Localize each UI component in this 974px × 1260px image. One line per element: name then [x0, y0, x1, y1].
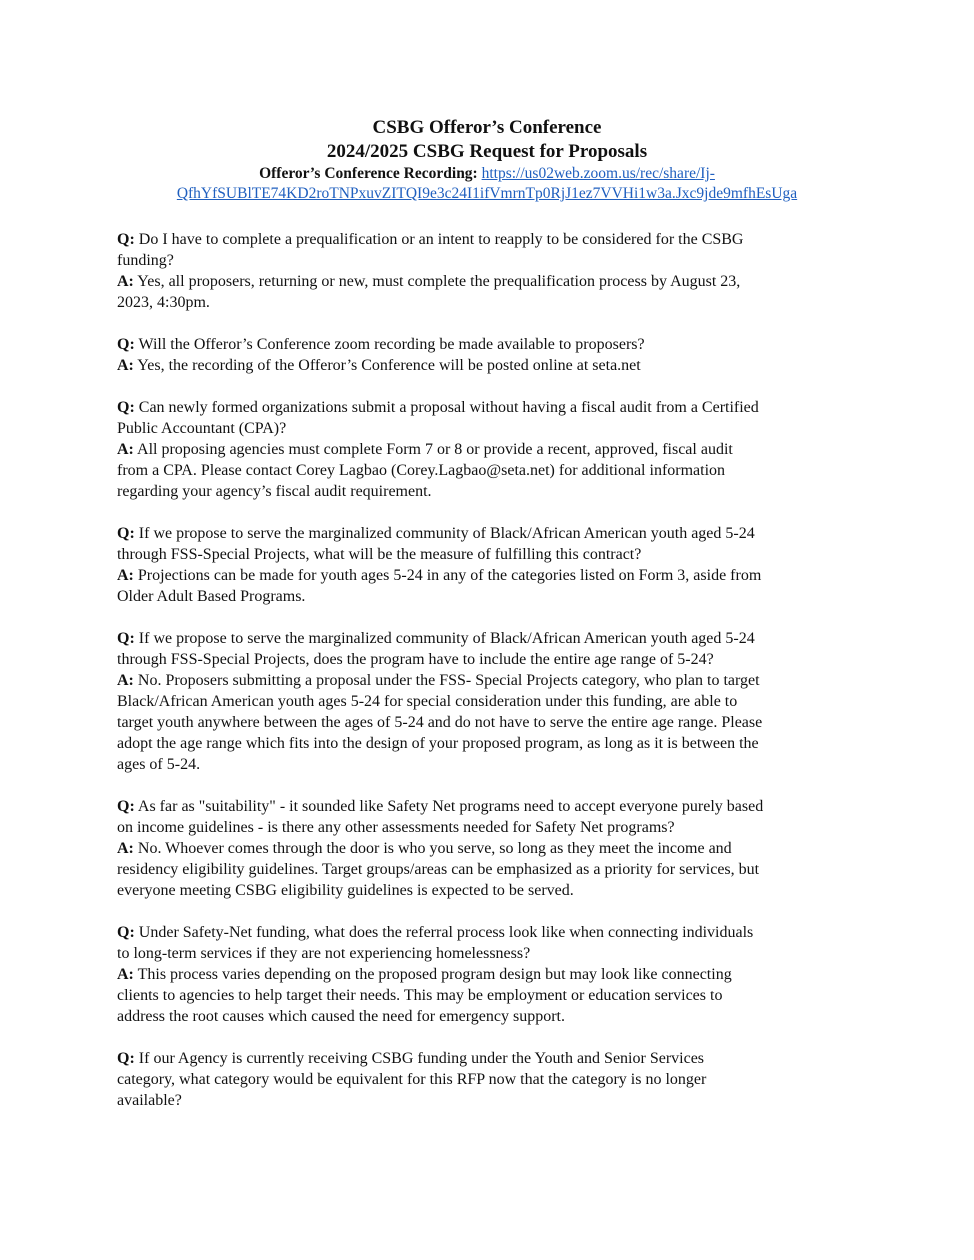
recording-label: Offeror’s Conference Recording: — [259, 165, 478, 182]
recording-link-continued[interactable]: QfhYfSUBlTE74KD2roTNPxuvZITQI9e3c24I1ifVmrnTp0RjJ1ez7VVHi1w3a.Jxc9jde9mfhEsUga — [176, 185, 798, 202]
answer-text: regarding your agency’s fiscal audit requirement. — [117, 483, 432, 500]
answer-text: Older Adult Based Programs. — [117, 588, 306, 605]
answer-line — [117, 880, 862, 901]
question-line — [117, 334, 862, 355]
answer-line — [117, 838, 862, 859]
question-line — [117, 1069, 862, 1090]
qa-item — [117, 796, 862, 901]
answer-line — [117, 439, 862, 460]
question-line — [117, 796, 862, 817]
question-label: Q: — [117, 231, 135, 248]
question-label: Q: — [117, 399, 135, 416]
question-text: As far as "suitability" - it sounded like Safety Net programs need to accept everyone purely based — [134, 798, 764, 815]
answer-text: All proposing agencies must complete Form 7 or 8 or provide a recent, approved, fiscal audit — [133, 441, 733, 458]
question-text: through FSS-Special Projects, what will be the measure of fulfilling this contract? — [117, 546, 642, 563]
question-text: Will the Offeror’s Conference zoom recording be made available to proposers? — [134, 336, 645, 353]
question-text: If we propose to serve the marginalized community of Black/African American youth aged 5-24 — [134, 525, 755, 542]
question-line — [117, 1048, 862, 1069]
question-label: Q: — [117, 1050, 135, 1067]
qa-item — [117, 1048, 862, 1111]
question-text: Public Accountant (CPA)? — [117, 420, 287, 437]
answer-line — [117, 1006, 862, 1027]
question-line — [117, 397, 862, 418]
answer-text: 2023, 4:30pm. — [117, 294, 210, 311]
question-line — [117, 544, 862, 565]
question-line — [117, 628, 862, 649]
question-line — [117, 1090, 862, 1111]
question-line — [117, 943, 862, 964]
answer-line — [117, 691, 862, 712]
answer-text: residency eligibility guidelines. Target groups/areas can be emphasized as a priority for services, but — [117, 861, 760, 878]
answer-text: ages of 5-24. — [117, 756, 201, 773]
qa-item — [117, 334, 862, 376]
question-text: on income guidelines - is there any other assessments needed for Safety Net programs? — [117, 819, 675, 836]
question-label: Q: — [117, 630, 135, 647]
question-text: available? — [117, 1092, 182, 1109]
question-text: Do I have to complete a prequalification or an intent to reapply to be considered for the CSBG — [134, 231, 744, 248]
answer-label: A: — [117, 966, 134, 983]
document-title: CSBG Offeror’s Conference — [372, 117, 602, 138]
answer-label: A: — [117, 567, 134, 584]
answer-text: Black/African American youth ages 5-24 for special consideration under this funding, are able to — [117, 693, 738, 710]
question-label: Q: — [117, 924, 135, 941]
answer-text: Yes, all proposers, returning or new, must complete the prequalification process by August 23, — [133, 273, 741, 290]
answer-label: A: — [117, 672, 134, 689]
answer-text: target youth anywhere between the ages of 5-24 and do not have to serve the entire age range. Please — [117, 714, 763, 731]
document-header — [0, 116, 974, 204]
answer-line — [117, 985, 862, 1006]
answer-text: Yes, the recording of the Offeror’s Conference will be posted online at seta.net — [133, 357, 641, 374]
question-text: category, what category would be equivalent for this RFP now that the category is no longer — [117, 1071, 707, 1088]
answer-line — [117, 670, 862, 691]
qa-list — [117, 229, 862, 1132]
answer-text: This process varies depending on the proposed program design but may look like connecting — [133, 966, 732, 983]
answer-label: A: — [117, 273, 134, 290]
answer-text: Projections can be made for youth ages 5-24 in any of the categories listed on Form 3, aside from — [133, 567, 762, 584]
answer-text: No. Proposers submitting a proposal under the FSS- Special Projects category, who plan to target — [133, 672, 760, 689]
answer-line — [117, 586, 862, 607]
answer-line — [117, 481, 862, 502]
answer-line — [117, 565, 862, 586]
answer-label: A: — [117, 357, 134, 374]
question-line — [117, 418, 862, 439]
question-line — [117, 922, 862, 943]
answer-line — [117, 859, 862, 880]
answer-label: A: — [117, 441, 134, 458]
answer-text: address the root causes which caused the need for emergency support. — [117, 1008, 565, 1025]
question-line — [117, 229, 862, 250]
answer-line — [117, 964, 862, 985]
recording-line-continued — [0, 184, 974, 204]
recording-line — [0, 164, 974, 184]
qa-item — [117, 628, 862, 775]
answer-text: from a CPA. Please contact Corey Lagbao (Corey.Lagbao@seta.net) for additional information — [117, 462, 726, 479]
qa-item — [117, 523, 862, 607]
question-label: Q: — [117, 798, 135, 815]
answer-line — [117, 271, 862, 292]
question-text: Under Safety-Net funding, what does the referral process look like when connecting individuals — [134, 924, 754, 941]
recording-link[interactable]: https://us02web.zoom.us/rec/share/Ij- — [481, 165, 715, 182]
question-text: funding? — [117, 252, 174, 269]
question-text: If we propose to serve the marginalized community of Black/African American youth aged 5-24 — [134, 630, 755, 647]
question-text: to long-term services if they are not experiencing homelessness? — [117, 945, 531, 962]
qa-item — [117, 397, 862, 502]
answer-label: A: — [117, 840, 134, 857]
question-line — [117, 649, 862, 670]
answer-line — [117, 292, 862, 313]
qa-item — [117, 229, 862, 313]
question-label: Q: — [117, 336, 135, 353]
question-text: through FSS-Special Projects, does the program have to include the entire age range of 5-24? — [117, 651, 714, 668]
qa-item — [117, 922, 862, 1027]
answer-text: adopt the age range which fits into the design of your proposed program, as long as it is between the — [117, 735, 759, 752]
answer-line — [117, 460, 862, 481]
answer-text: everyone meeting CSBG eligibility guidelines is expected to be served. — [117, 882, 574, 899]
question-text: Can newly formed organizations submit a proposal without having a fiscal audit from a Certified — [134, 399, 759, 416]
question-line — [117, 817, 862, 838]
answer-line — [117, 712, 862, 733]
answer-line — [117, 733, 862, 754]
answer-text: clients to agencies to help target their needs. This may be employment or education services to — [117, 987, 723, 1004]
answer-text: No. Whoever comes through the door is who you serve, so long as they meet the income and — [133, 840, 732, 857]
question-line — [117, 523, 862, 544]
answer-line — [117, 355, 862, 376]
question-text: If our Agency is currently receiving CSBG funding under the Youth and Senior Services — [134, 1050, 705, 1067]
answer-line — [117, 754, 862, 775]
document-subtitle: 2024/2025 CSBG Request for Proposals — [326, 141, 648, 162]
question-line — [117, 250, 862, 271]
question-label: Q: — [117, 525, 135, 542]
